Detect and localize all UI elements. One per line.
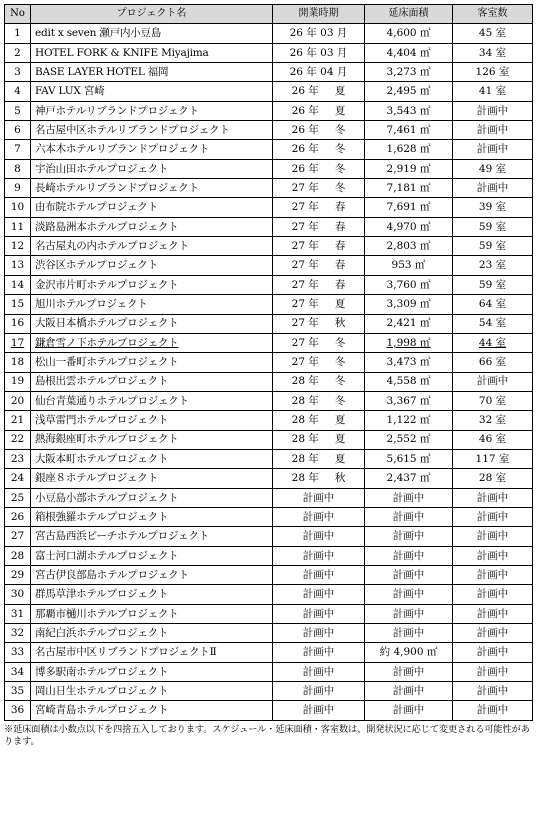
row-room-count: 54 室 bbox=[453, 314, 533, 333]
row-project-name: 小豆島小部ホテルプロジェクト bbox=[31, 488, 273, 507]
row-opening-season: 春 bbox=[334, 240, 346, 253]
row-project-name: 仙台青葉通りホテルプロジェクト bbox=[31, 391, 273, 410]
row-floor-area: 4,558 ㎡ bbox=[365, 372, 453, 391]
table-row bbox=[5, 179, 533, 198]
row-opening-period bbox=[273, 314, 365, 333]
row-project-name: 南紀白浜ホテルプロジェクト bbox=[31, 624, 273, 643]
row-opening-year: 28 年 bbox=[291, 433, 319, 446]
row-project-name: 浅草雷門ホテルプロジェクト bbox=[31, 411, 273, 430]
row-room-count: 計画中 bbox=[453, 565, 533, 584]
row-no: 15 bbox=[5, 295, 31, 314]
row-opening-period bbox=[273, 507, 365, 526]
row-room-count: 計画中 bbox=[453, 179, 533, 198]
table-row bbox=[5, 604, 533, 623]
row-floor-area: 953 ㎡ bbox=[365, 256, 453, 275]
row-opening-period bbox=[273, 82, 365, 101]
row-no: 10 bbox=[5, 198, 31, 217]
table-row bbox=[5, 217, 533, 236]
row-floor-area: 3,273 ㎡ bbox=[365, 63, 453, 82]
row-room-count: 計画中 bbox=[453, 101, 533, 120]
table-row bbox=[5, 469, 533, 488]
row-opening-period bbox=[273, 643, 365, 662]
row-project-name: 宇治山田ホテルプロジェクト bbox=[31, 159, 273, 178]
row-project-name: 熱海銀座町ホテルプロジェクト bbox=[31, 430, 273, 449]
row-no: 34 bbox=[5, 662, 31, 681]
row-project-name: 松山一番町ホテルプロジェクト bbox=[31, 353, 273, 372]
row-room-count: 計画中 bbox=[453, 643, 533, 662]
row-opening-period bbox=[273, 527, 365, 546]
row-no: 13 bbox=[5, 256, 31, 275]
row-no: 5 bbox=[5, 101, 31, 120]
row-room-count: 計画中 bbox=[453, 140, 533, 159]
row-opening-season: 夏 bbox=[334, 104, 346, 117]
row-room-count: 41 室 bbox=[453, 82, 533, 101]
row-opening-season: 冬 bbox=[334, 336, 346, 349]
row-project-name: 旭川ホテルプロジェクト bbox=[31, 295, 273, 314]
row-floor-area: 3,309 ㎡ bbox=[365, 295, 453, 314]
row-room-count: 計画中 bbox=[453, 121, 533, 140]
row-no: 33 bbox=[5, 643, 31, 662]
row-project-name: FAV LUX 宮崎 bbox=[31, 82, 273, 101]
row-opening-season: 冬 bbox=[334, 143, 346, 156]
row-floor-area: 5,615 ㎡ bbox=[365, 449, 453, 468]
row-room-count: 28 室 bbox=[453, 469, 533, 488]
row-opening-season: 冬 bbox=[334, 162, 346, 175]
row-room-count: 計画中 bbox=[453, 507, 533, 526]
row-floor-area: 計画中 bbox=[365, 546, 453, 565]
table-row bbox=[5, 391, 533, 410]
row-floor-area: 1,998 ㎡ bbox=[365, 333, 453, 352]
row-room-count: 計画中 bbox=[453, 662, 533, 681]
row-opening-period bbox=[273, 24, 365, 43]
row-opening-year: 27 年 bbox=[291, 356, 319, 369]
row-opening-year: 27 年 bbox=[291, 298, 319, 311]
row-opening-year: 26 年 bbox=[291, 85, 319, 98]
row-opening-year: 計画中 bbox=[302, 607, 335, 620]
row-no: 9 bbox=[5, 179, 31, 198]
row-floor-area: 3,367 ㎡ bbox=[365, 391, 453, 410]
row-opening-season: 冬 bbox=[334, 394, 346, 407]
row-no: 2 bbox=[5, 43, 31, 62]
row-room-count: 44 室 bbox=[453, 333, 533, 352]
row-project-name: 名古屋中区ホテルリブランドプロジェクト bbox=[31, 121, 273, 140]
row-no: 19 bbox=[5, 372, 31, 391]
row-opening-year: 計画中 bbox=[302, 665, 335, 678]
table-row bbox=[5, 565, 533, 584]
row-opening-season: 夏 bbox=[334, 452, 346, 465]
row-no: 1 bbox=[5, 24, 31, 43]
row-floor-area: 約 4,900 ㎡ bbox=[365, 643, 453, 662]
header-opening-period: 開業時期 bbox=[273, 5, 365, 24]
row-opening-period bbox=[273, 179, 365, 198]
table-row bbox=[5, 275, 533, 294]
row-project-name: 銀座８ホテルプロジェクト bbox=[31, 469, 273, 488]
row-project-name: 富士河口湖ホテルプロジェクト bbox=[31, 546, 273, 565]
row-floor-area: 計画中 bbox=[365, 701, 453, 720]
table-row bbox=[5, 527, 533, 546]
table-row bbox=[5, 353, 533, 372]
row-opening-year: 26 年 bbox=[291, 143, 319, 156]
row-opening-year: 計画中 bbox=[302, 684, 335, 697]
row-floor-area: 計画中 bbox=[365, 488, 453, 507]
row-floor-area: 計画中 bbox=[365, 565, 453, 584]
row-floor-area: 2,437 ㎡ bbox=[365, 469, 453, 488]
row-opening-year: 計画中 bbox=[302, 588, 335, 601]
row-no: 28 bbox=[5, 546, 31, 565]
row-opening-year: 計画中 bbox=[302, 530, 335, 543]
row-floor-area: 2,919 ㎡ bbox=[365, 159, 453, 178]
table-row bbox=[5, 333, 533, 352]
table-row bbox=[5, 198, 533, 217]
row-no: 6 bbox=[5, 121, 31, 140]
row-opening-year: 27 年 bbox=[291, 201, 319, 214]
row-no: 36 bbox=[5, 701, 31, 720]
row-project-name: 博多駅南ホテルプロジェクト bbox=[31, 662, 273, 681]
row-room-count: 59 室 bbox=[453, 217, 533, 236]
row-project-name: 宮古伊良部島ホテルプロジェクト bbox=[31, 565, 273, 584]
row-no: 22 bbox=[5, 430, 31, 449]
row-no: 14 bbox=[5, 275, 31, 294]
row-project-name: 神戸ホテルリブランドプロジェクト bbox=[31, 101, 273, 120]
table-row bbox=[5, 643, 533, 662]
row-floor-area: 2,803 ㎡ bbox=[365, 237, 453, 256]
row-floor-area: 7,691 ㎡ bbox=[365, 198, 453, 217]
row-opening-year: 28 年 bbox=[291, 414, 319, 427]
table-body bbox=[5, 24, 533, 720]
table-row bbox=[5, 295, 533, 314]
row-opening-season: 冬 bbox=[334, 123, 346, 136]
row-opening-period bbox=[273, 662, 365, 681]
row-opening-season: 冬 bbox=[334, 375, 346, 388]
row-opening-year: 26 年 03 月 bbox=[289, 27, 348, 40]
table-row bbox=[5, 507, 533, 526]
row-floor-area: 計画中 bbox=[365, 662, 453, 681]
table-header bbox=[5, 5, 533, 24]
header-row bbox=[5, 5, 533, 24]
row-opening-year: 27 年 bbox=[291, 317, 319, 330]
row-no: 31 bbox=[5, 604, 31, 623]
table-row bbox=[5, 430, 533, 449]
row-room-count: 59 室 bbox=[453, 275, 533, 294]
row-opening-season: 夏 bbox=[334, 433, 346, 446]
row-opening-period bbox=[273, 411, 365, 430]
table-row bbox=[5, 121, 533, 140]
row-room-count: 計画中 bbox=[453, 701, 533, 720]
row-no: 7 bbox=[5, 140, 31, 159]
header-no: No bbox=[5, 5, 31, 24]
header-room-count: 客室数 bbox=[453, 5, 533, 24]
table-row bbox=[5, 63, 533, 82]
row-opening-period bbox=[273, 333, 365, 352]
row-no: 8 bbox=[5, 159, 31, 178]
row-opening-period bbox=[273, 372, 365, 391]
table-row bbox=[5, 624, 533, 643]
row-project-name: 大阪日本橋ホテルプロジェクト bbox=[31, 314, 273, 333]
row-opening-period bbox=[273, 198, 365, 217]
row-room-count: 計画中 bbox=[453, 604, 533, 623]
row-opening-season: 夏 bbox=[334, 85, 346, 98]
row-project-name: 宮古島西浜ビーチホテルプロジェクト bbox=[31, 527, 273, 546]
project-table-container bbox=[4, 4, 532, 748]
table-row bbox=[5, 82, 533, 101]
row-opening-period bbox=[273, 121, 365, 140]
row-room-count: 49 室 bbox=[453, 159, 533, 178]
row-floor-area: 3,543 ㎡ bbox=[365, 101, 453, 120]
row-opening-year: 27 年 bbox=[291, 278, 319, 291]
row-opening-year: 計画中 bbox=[302, 646, 335, 659]
row-project-name: 渋谷区ホテルプロジェクト bbox=[31, 256, 273, 275]
row-opening-period bbox=[273, 565, 365, 584]
table-row bbox=[5, 701, 533, 720]
row-room-count: 32 室 bbox=[453, 411, 533, 430]
row-no: 20 bbox=[5, 391, 31, 410]
row-floor-area: 2,495 ㎡ bbox=[365, 82, 453, 101]
row-opening-period bbox=[273, 488, 365, 507]
row-opening-year: 28 年 bbox=[291, 394, 319, 407]
row-opening-period bbox=[273, 469, 365, 488]
row-project-name: 由布院ホテルプロジェクト bbox=[31, 198, 273, 217]
row-no: 24 bbox=[5, 469, 31, 488]
row-opening-year: 計画中 bbox=[302, 549, 335, 562]
row-opening-year: 28 年 bbox=[291, 375, 319, 388]
header-project-name: プロジェクト名 bbox=[31, 5, 273, 24]
row-opening-year: 計画中 bbox=[302, 704, 335, 717]
row-no: 27 bbox=[5, 527, 31, 546]
row-project-name: 長崎ホテルリブランドプロジェクト bbox=[31, 179, 273, 198]
row-no: 32 bbox=[5, 624, 31, 643]
row-floor-area: 4,600 ㎡ bbox=[365, 24, 453, 43]
row-no: 11 bbox=[5, 217, 31, 236]
row-project-name: 宮崎青島ホテルプロジェクト bbox=[31, 701, 273, 720]
row-room-count: 計画中 bbox=[453, 488, 533, 507]
row-opening-season: 秋 bbox=[334, 472, 346, 485]
row-opening-year: 28 年 bbox=[291, 452, 319, 465]
row-no: 30 bbox=[5, 585, 31, 604]
row-opening-period bbox=[273, 546, 365, 565]
table-row bbox=[5, 140, 533, 159]
row-opening-year: 27 年 bbox=[291, 220, 319, 233]
row-opening-season: 春 bbox=[334, 220, 346, 233]
row-opening-period bbox=[273, 275, 365, 294]
row-floor-area: 2,552 ㎡ bbox=[365, 430, 453, 449]
table-row bbox=[5, 585, 533, 604]
table-row bbox=[5, 449, 533, 468]
row-project-name: edit x seven 瀬戸内小豆島 bbox=[31, 24, 273, 43]
row-room-count: 59 室 bbox=[453, 237, 533, 256]
row-opening-period bbox=[273, 101, 365, 120]
row-opening-period bbox=[273, 140, 365, 159]
row-no: 26 bbox=[5, 507, 31, 526]
row-opening-season: 夏 bbox=[334, 414, 346, 427]
row-opening-season: 冬 bbox=[334, 182, 346, 195]
table-row bbox=[5, 546, 533, 565]
row-opening-year: 26 年 bbox=[291, 104, 319, 117]
table-row bbox=[5, 372, 533, 391]
row-project-name: 名古屋市中区リブランドプロジェクトⅡ bbox=[31, 643, 273, 662]
row-room-count: 34 室 bbox=[453, 43, 533, 62]
row-no: 17 bbox=[5, 333, 31, 352]
row-project-name: 金沢市片町ホテルプロジェクト bbox=[31, 275, 273, 294]
row-opening-year: 計画中 bbox=[302, 510, 335, 523]
table-row bbox=[5, 256, 533, 275]
table-row bbox=[5, 159, 533, 178]
row-opening-season: 冬 bbox=[334, 356, 346, 369]
row-project-name: 那覇市樋川ホテルプロジェクト bbox=[31, 604, 273, 623]
row-floor-area: 1,628 ㎡ bbox=[365, 140, 453, 159]
row-floor-area: 2,421 ㎡ bbox=[365, 314, 453, 333]
row-opening-season: 春 bbox=[334, 201, 346, 214]
row-floor-area: 計画中 bbox=[365, 507, 453, 526]
row-room-count: 45 室 bbox=[453, 24, 533, 43]
table-row bbox=[5, 43, 533, 62]
row-opening-period bbox=[273, 237, 365, 256]
row-no: 21 bbox=[5, 411, 31, 430]
row-no: 23 bbox=[5, 449, 31, 468]
row-room-count: 66 室 bbox=[453, 353, 533, 372]
row-room-count: 23 室 bbox=[453, 256, 533, 275]
row-project-name: 淡路島洲本ホテルプロジェクト bbox=[31, 217, 273, 236]
row-room-count: 計画中 bbox=[453, 372, 533, 391]
row-opening-year: 27 年 bbox=[291, 259, 319, 272]
table-row bbox=[5, 488, 533, 507]
row-opening-period bbox=[273, 43, 365, 62]
row-project-name: BASE LAYER HOTEL 福岡 bbox=[31, 63, 273, 82]
table-row bbox=[5, 411, 533, 430]
row-room-count: 126 室 bbox=[453, 63, 533, 82]
table-row bbox=[5, 314, 533, 333]
row-floor-area: 計画中 bbox=[365, 682, 453, 701]
row-room-count: 計画中 bbox=[453, 624, 533, 643]
row-opening-period bbox=[273, 682, 365, 701]
table-row bbox=[5, 237, 533, 256]
row-opening-period bbox=[273, 624, 365, 643]
row-no: 4 bbox=[5, 82, 31, 101]
row-opening-season: 春 bbox=[334, 259, 346, 272]
row-floor-area: 計画中 bbox=[365, 585, 453, 604]
row-opening-year: 26 年 04 月 bbox=[289, 65, 348, 78]
row-opening-period bbox=[273, 391, 365, 410]
row-no: 35 bbox=[5, 682, 31, 701]
row-room-count: 117 室 bbox=[453, 449, 533, 468]
row-room-count: 64 室 bbox=[453, 295, 533, 314]
row-room-count: 計画中 bbox=[453, 682, 533, 701]
row-no: 25 bbox=[5, 488, 31, 507]
row-opening-period bbox=[273, 449, 365, 468]
row-opening-year: 27 年 bbox=[291, 182, 319, 195]
row-opening-period bbox=[273, 585, 365, 604]
row-room-count: 計画中 bbox=[453, 527, 533, 546]
row-floor-area: 3,760 ㎡ bbox=[365, 275, 453, 294]
hotel-project-table bbox=[4, 4, 533, 721]
table-row bbox=[5, 24, 533, 43]
row-opening-period bbox=[273, 256, 365, 275]
row-opening-year: 27 年 bbox=[291, 240, 319, 253]
table-row bbox=[5, 682, 533, 701]
row-no: 16 bbox=[5, 314, 31, 333]
row-no: 3 bbox=[5, 63, 31, 82]
row-project-name: 鎌倉雪ノ下ホテルプロジェクト bbox=[31, 333, 273, 352]
row-floor-area: 計画中 bbox=[365, 604, 453, 623]
row-opening-period bbox=[273, 217, 365, 236]
row-opening-season: 春 bbox=[334, 278, 346, 291]
row-floor-area: 7,461 ㎡ bbox=[365, 121, 453, 140]
row-opening-period bbox=[273, 63, 365, 82]
row-opening-year: 27 年 bbox=[291, 336, 319, 349]
row-opening-period bbox=[273, 159, 365, 178]
row-floor-area: 計画中 bbox=[365, 527, 453, 546]
row-floor-area: 3,473 ㎡ bbox=[365, 353, 453, 372]
row-room-count: 70 室 bbox=[453, 391, 533, 410]
row-opening-period bbox=[273, 701, 365, 720]
row-opening-year: 26 年 bbox=[291, 123, 319, 136]
row-opening-year: 26 年 bbox=[291, 162, 319, 175]
row-floor-area: 4,970 ㎡ bbox=[365, 217, 453, 236]
row-opening-period bbox=[273, 353, 365, 372]
row-no: 29 bbox=[5, 565, 31, 584]
row-opening-period bbox=[273, 430, 365, 449]
row-room-count: 計画中 bbox=[453, 585, 533, 604]
row-project-name: 箱根強羅ホテルプロジェクト bbox=[31, 507, 273, 526]
row-opening-period bbox=[273, 295, 365, 314]
row-project-name: HOTEL FORK & KNIFE Miyajima bbox=[31, 43, 273, 62]
row-opening-year: 26 年 03 月 bbox=[289, 46, 348, 59]
row-no: 18 bbox=[5, 353, 31, 372]
header-floor-area: 延床面積 bbox=[365, 5, 453, 24]
row-project-name: 六本木ホテルリブランドプロジェクト bbox=[31, 140, 273, 159]
table-row bbox=[5, 101, 533, 120]
row-opening-year: 計画中 bbox=[302, 626, 335, 639]
row-project-name: 島根出雲ホテルプロジェクト bbox=[31, 372, 273, 391]
footnote: ※延床面積は小数点以下を四捨五入しております。スケジュール・延床面積・客室数は、開発状況に応じて変更される可能性があります。 bbox=[4, 723, 530, 747]
row-floor-area: 計画中 bbox=[365, 624, 453, 643]
row-project-name: 名古屋丸の内ホテルプロジェクト bbox=[31, 237, 273, 256]
row-project-name: 大阪本町ホテルプロジェクト bbox=[31, 449, 273, 468]
row-floor-area: 4,404 ㎡ bbox=[365, 43, 453, 62]
row-floor-area: 1,122 ㎡ bbox=[365, 411, 453, 430]
row-project-name: 群馬草津ホテルプロジェクト bbox=[31, 585, 273, 604]
row-opening-year: 計画中 bbox=[302, 491, 335, 504]
row-no: 12 bbox=[5, 237, 31, 256]
row-opening-season: 夏 bbox=[334, 298, 346, 311]
row-room-count: 46 室 bbox=[453, 430, 533, 449]
row-room-count: 39 室 bbox=[453, 198, 533, 217]
row-opening-season: 秋 bbox=[334, 317, 346, 330]
row-opening-period bbox=[273, 604, 365, 623]
row-opening-year: 計画中 bbox=[302, 568, 335, 581]
row-floor-area: 7,181 ㎡ bbox=[365, 179, 453, 198]
row-room-count: 計画中 bbox=[453, 546, 533, 565]
row-opening-year: 28 年 bbox=[291, 472, 319, 485]
row-project-name: 岡山日生ホテルプロジェクト bbox=[31, 682, 273, 701]
table-row bbox=[5, 662, 533, 681]
